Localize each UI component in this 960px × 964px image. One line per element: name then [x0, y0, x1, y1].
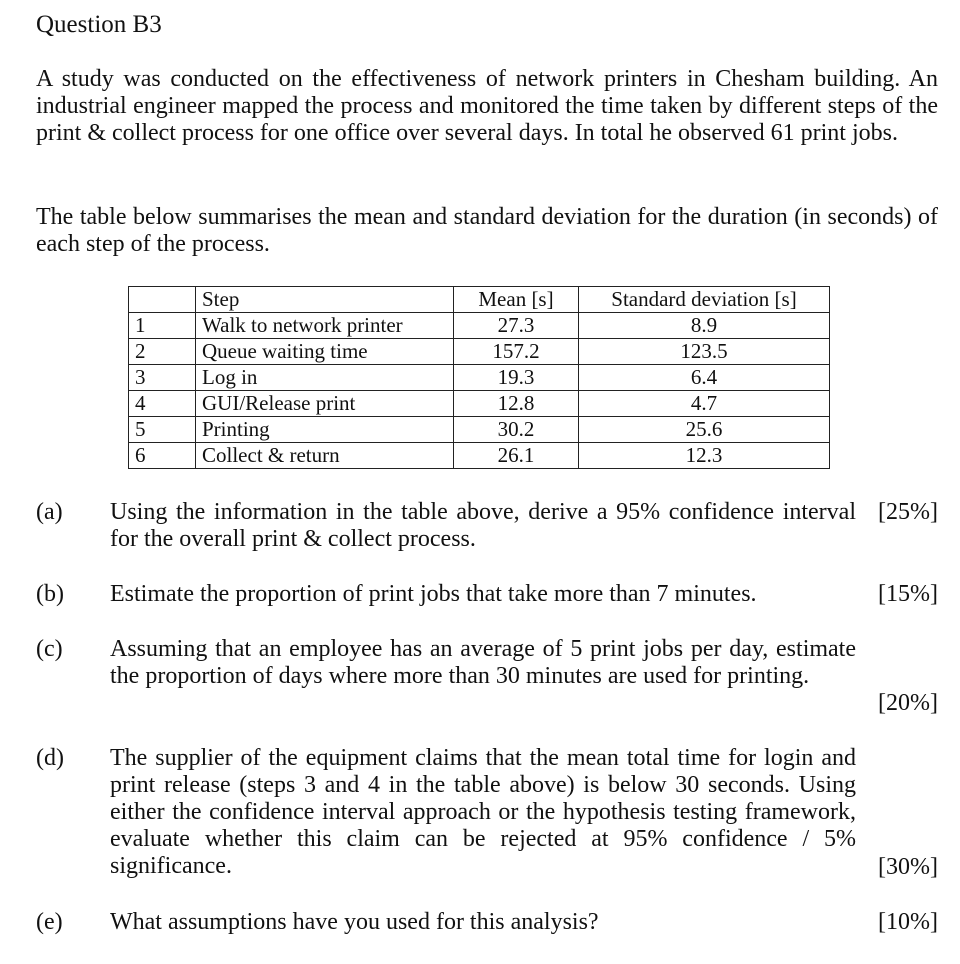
- step-number: 6: [129, 443, 196, 469]
- step-sd: 12.3: [579, 443, 830, 469]
- question-text: What assumptions have you used for this analysis?: [110, 909, 599, 935]
- question-letter: (b): [36, 581, 64, 607]
- table-intro-paragraph: The table below summarises the mean and standard deviation for the duration (in seconds) of each step of the process.: [36, 204, 938, 257]
- question-marks: [15%]: [878, 581, 938, 607]
- step-mean: 157.2: [454, 339, 579, 365]
- step-name: Walk to network printer: [196, 313, 454, 339]
- step-number: 2: [129, 339, 196, 365]
- header-cell: Step: [196, 287, 454, 313]
- table-row: [129, 417, 830, 443]
- table-row: [129, 339, 830, 365]
- step-number: 4: [129, 391, 196, 417]
- question-letter: (e): [36, 909, 63, 935]
- step-name: Printing: [196, 417, 454, 443]
- question-text: Assuming that an employee has an average of 5 print jobs per day, estimate the proportion of days where more than 30 minutes are used for printing.: [110, 636, 856, 689]
- step-sd: 25.6: [579, 417, 830, 443]
- table-row: [129, 313, 830, 339]
- steps-table: [128, 286, 830, 469]
- header-cell: Mean [s]: [454, 287, 579, 313]
- header-cell: Standard deviation [s]: [579, 287, 830, 313]
- step-number: 3: [129, 365, 196, 391]
- step-number: 5: [129, 417, 196, 443]
- table-row: [129, 391, 830, 417]
- question-letter: (a): [36, 499, 63, 525]
- step-name: GUI/Release print: [196, 391, 454, 417]
- step-mean: 19.3: [454, 365, 579, 391]
- step-mean: 30.2: [454, 417, 579, 443]
- step-sd: 6.4: [579, 365, 830, 391]
- question-text: The supplier of the equipment claims that the mean total time for login and print release (steps 3 and 4 in the table above) is below 30 seconds. Using either the confidence interval approach or the hypothesis testing framework, evaluate whether this claim can be rejected at 95% confidence / 5% significance.: [110, 745, 856, 879]
- intro-paragraph: A study was conducted on the effectiveness of network printers in Chesham building. An industrial engineer mapped the process and monitored the time taken by different steps of the print & collect process for one office over several days. In total he observed 61 print jobs.: [36, 66, 938, 146]
- question-marks: [25%]: [878, 499, 938, 525]
- question-text: Estimate the proportion of print jobs that take more than 7 minutes.: [110, 581, 757, 607]
- step-sd: 123.5: [579, 339, 830, 365]
- step-name: Log in: [196, 365, 454, 391]
- step-number: 1: [129, 313, 196, 339]
- step-mean: 26.1: [454, 443, 579, 469]
- table-header-row: [129, 287, 830, 313]
- header-cell: [129, 287, 196, 313]
- question-text: Using the information in the table above, derive a 95% confidence interval for the overall print & collect process.: [110, 499, 856, 552]
- question-letter: (c): [36, 636, 63, 662]
- question-marks: [20%]: [878, 690, 938, 716]
- table-row: [129, 443, 830, 469]
- table-row: [129, 365, 830, 391]
- step-name: Queue waiting time: [196, 339, 454, 365]
- question-heading: Question B3: [36, 11, 162, 38]
- step-name: Collect & return: [196, 443, 454, 469]
- step-sd: 8.9: [579, 313, 830, 339]
- step-mean: 27.3: [454, 313, 579, 339]
- question-marks: [30%]: [878, 854, 938, 880]
- question-marks: [10%]: [878, 909, 938, 935]
- question-letter: (d): [36, 745, 64, 771]
- step-sd: 4.7: [579, 391, 830, 417]
- step-mean: 12.8: [454, 391, 579, 417]
